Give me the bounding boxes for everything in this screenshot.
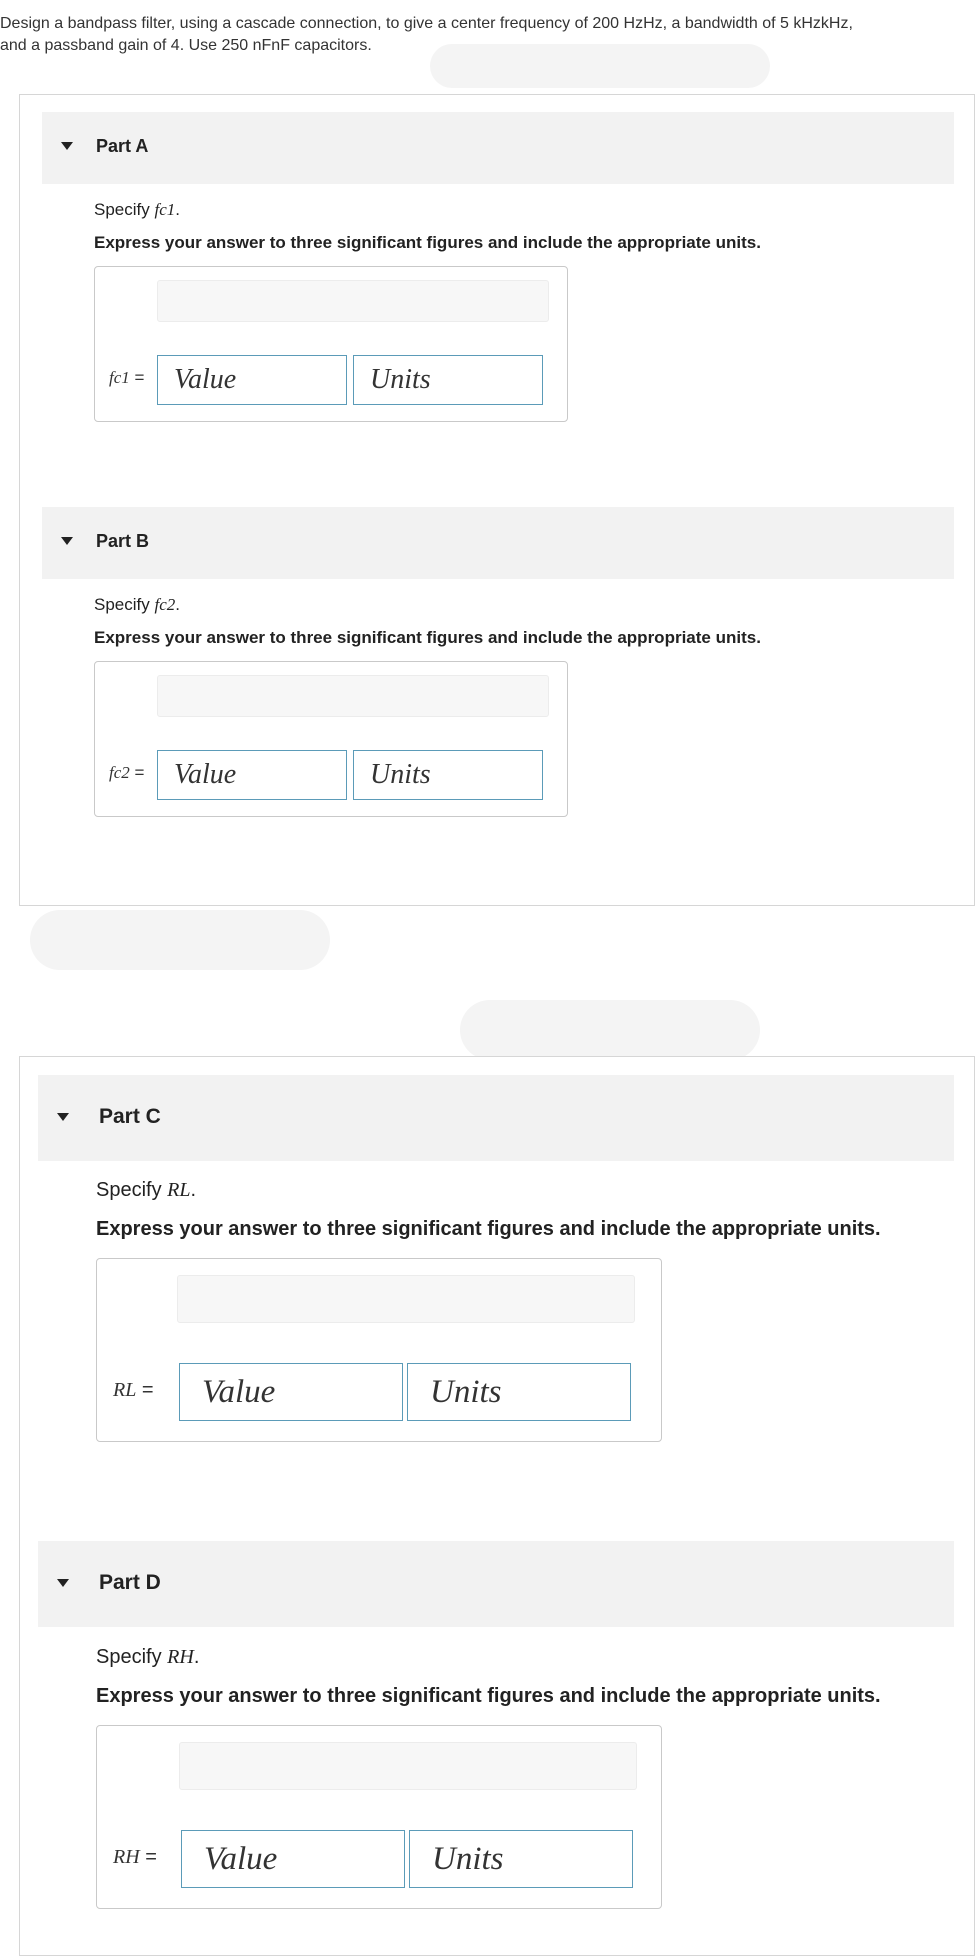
collapse-caret-icon[interactable] [57, 1579, 69, 1587]
part-d-units-input[interactable]: Units [409, 1830, 633, 1888]
specify-text: Specify [96, 1646, 168, 1668]
part-b-units-input[interactable]: Units [353, 750, 543, 800]
math-toolbar[interactable] [157, 280, 549, 322]
equals-sign: = [139, 1846, 157, 1868]
equals-sign: = [136, 1379, 154, 1401]
part-b-instruction: Express your answer to three significant figures and include the appropriate units. [94, 628, 761, 647]
part-a-value-input[interactable]: Value [157, 355, 347, 405]
part-c-title: Part C [99, 1105, 161, 1128]
part-c-specify [96, 1175, 196, 1205]
collapse-caret-icon[interactable] [57, 1113, 69, 1121]
math-toolbar[interactable] [179, 1742, 637, 1790]
part-d-answer-box [96, 1725, 662, 1909]
specify-text: Specify [96, 1179, 168, 1201]
answer-variable: RL [113, 1379, 137, 1401]
part-b-value-input[interactable]: Value [157, 750, 347, 800]
part-a-answer-box [94, 266, 568, 422]
part-b-answer-box [94, 661, 568, 817]
part-a-units-input[interactable]: Units [353, 355, 543, 405]
specify-variable: RL [167, 1179, 191, 1201]
specify-suffix: . [175, 200, 180, 219]
equals-sign: = [129, 763, 145, 782]
part-c-header[interactable] [38, 1075, 954, 1161]
part-d-answer-label [113, 1842, 157, 1872]
answer-variable: RH [113, 1846, 140, 1868]
part-d-header[interactable] [38, 1541, 954, 1627]
redaction-smudge [30, 910, 330, 970]
part-a-specify [94, 197, 180, 223]
specify-variable: fc1 [154, 200, 176, 219]
part-d-specify [96, 1642, 199, 1672]
part-c-instruction: Express your answer to three significant figures and include the appropriate units. [96, 1218, 881, 1240]
part-b-answer-label [109, 760, 144, 786]
part-d-value-input[interactable]: Value [181, 1830, 405, 1888]
math-toolbar[interactable] [177, 1275, 635, 1323]
part-c-units-input[interactable]: Units [407, 1363, 631, 1421]
math-toolbar[interactable] [157, 675, 549, 717]
specify-suffix: . [190, 1179, 197, 1201]
specify-text: Specify [94, 200, 155, 219]
specify-suffix: . [175, 595, 180, 614]
specify-suffix: . [193, 1646, 200, 1668]
redaction-smudge [430, 44, 770, 88]
part-a-answer-label [109, 365, 144, 391]
problem-line-2: and a passband gain of 4. Use 250 nFnF capacitors. [0, 37, 372, 54]
part-a-title: Part A [96, 136, 149, 156]
part-d-instruction: Express your answer to three significant figures and include the appropriate units. [96, 1685, 881, 1707]
part-a-header[interactable] [42, 112, 954, 184]
redaction-smudge [460, 1000, 760, 1060]
equals-sign: = [129, 368, 145, 387]
answer-variable: fc1 [109, 368, 130, 387]
part-c-value-input[interactable]: Value [179, 1363, 403, 1421]
part-c-answer-box [96, 1258, 662, 1442]
answer-variable: fc2 [109, 763, 130, 782]
part-a-instruction: Express your answer to three significant figures and include the appropriate units. [94, 233, 761, 252]
specify-variable: fc2 [154, 595, 176, 614]
part-b-header[interactable] [42, 507, 954, 579]
part-d-title: Part D [99, 1571, 161, 1594]
collapse-caret-icon[interactable] [61, 537, 73, 545]
part-c-answer-label [113, 1375, 154, 1405]
part-b-title: Part B [96, 531, 150, 551]
part-b-specify [94, 592, 180, 618]
collapse-caret-icon[interactable] [61, 142, 73, 150]
specify-variable: RH [167, 1646, 194, 1668]
problem-line-1: Design a bandpass filter, using a cascade connection, to give a center frequency of 200 HzHz, a bandwidth of 5 kHzkHz, [0, 15, 853, 32]
specify-text: Specify [94, 595, 155, 614]
